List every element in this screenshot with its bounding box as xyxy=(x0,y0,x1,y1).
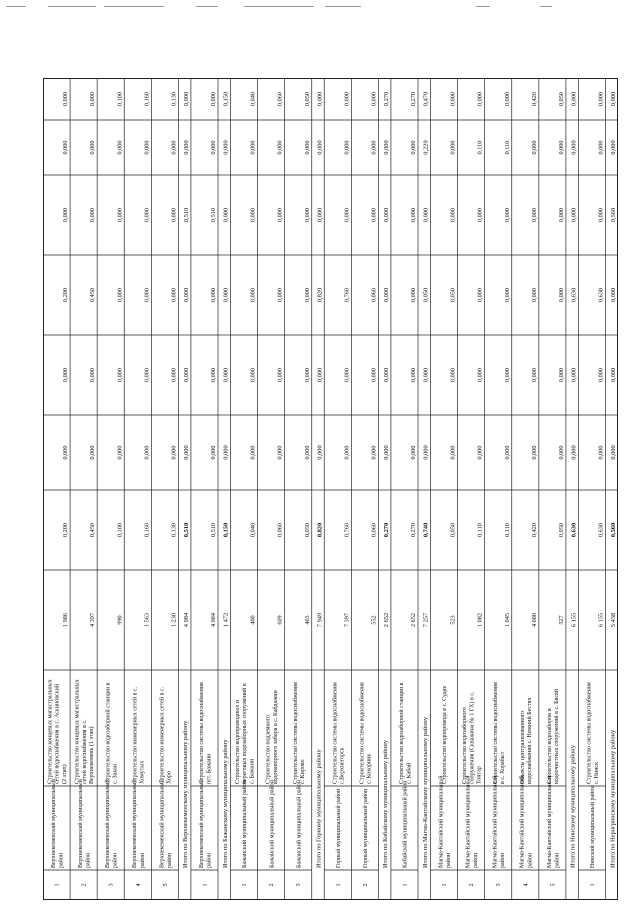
subtotal-label: Итого по Бажанскому муниципальному району xyxy=(221,739,229,868)
object-name: водонапорного забора в с. Кабдажин xyxy=(272,690,279,784)
row-number: 1 xyxy=(588,883,596,887)
cost-value: 0,000 xyxy=(249,368,257,382)
cost-value: 0,000 xyxy=(343,208,351,222)
cost-value: 0,000 xyxy=(276,288,284,302)
object-name: Строительство водопровода в с. Судак xyxy=(442,685,449,784)
object-name: с. Кирово xyxy=(300,759,307,784)
cost-value: 0,160 xyxy=(143,523,151,537)
cost-value: 0,510 xyxy=(182,207,190,223)
cost-value: 0,100 xyxy=(116,523,124,537)
rotated-data-table xyxy=(43,78,618,900)
cost-value: 0,000 xyxy=(276,140,284,155)
cost-value: 0,000 xyxy=(303,140,311,155)
object-name: (2 этап) xyxy=(61,764,68,784)
cost-value: 0,000 xyxy=(530,368,538,382)
object-name: Верхнекемень (1 этап) xyxy=(89,726,96,784)
capacity-value: 4 984 xyxy=(182,612,190,628)
cost-value: 0,270 xyxy=(382,91,390,107)
cost-value: 0,000 xyxy=(222,367,230,383)
cost-value: 0,050 xyxy=(557,92,565,106)
cost-value: 0,470 xyxy=(422,91,430,107)
cost-value: 0,000 xyxy=(276,208,284,222)
cost-value: 0,000 xyxy=(249,140,257,155)
cost-value: 0,000 xyxy=(449,368,457,382)
object-name: сетей водоснабжения в с. xyxy=(81,719,88,784)
object-name: сетей водоснабжения в с. Аскиновский xyxy=(54,683,61,784)
cost-value: 0,000 xyxy=(210,445,217,460)
cost-value: 0,000 xyxy=(449,445,457,460)
row-number: 1 xyxy=(241,883,249,887)
cost-value: 0,270 xyxy=(382,522,390,538)
cost-value: 0,000 xyxy=(303,208,311,222)
cost-value: 0,200 xyxy=(62,523,70,537)
cost-value: 0,000 xyxy=(343,92,351,106)
cost-value: 0,000 xyxy=(143,288,151,302)
district-name: Горный муниципальный район xyxy=(335,788,342,868)
cost-value: 0,820 xyxy=(316,522,324,538)
cost-value: 0,000 xyxy=(449,208,457,222)
cost-value: 0,510 xyxy=(210,523,217,537)
cost-value: 0,420 xyxy=(530,523,538,537)
district-name: район xyxy=(58,852,65,868)
cost-value: 0,510 xyxy=(210,208,217,222)
object-name: Строительство водозаборов и xyxy=(546,708,553,784)
capacity-value: 1 045 xyxy=(503,613,511,627)
capacity-value: 1 230 xyxy=(170,613,178,627)
cost-value: 0,000 xyxy=(370,208,378,222)
cost-value: 0,050 xyxy=(449,523,457,537)
row-number: 3 xyxy=(295,883,303,887)
object-name: Строительство системы водоснабжения xyxy=(332,682,339,784)
cost-value: 0,000 xyxy=(422,367,430,383)
cost-value: 0,000 xyxy=(382,140,390,155)
district-name: Бажанский муниципальный район xyxy=(269,780,276,868)
cost-value: 0,000 xyxy=(382,287,390,303)
cost-value: 0,000 xyxy=(410,368,417,382)
row-number: 4 xyxy=(134,883,142,887)
district-name: Верхнекеменский муниципальный xyxy=(159,779,166,868)
cost-value: 0,000 xyxy=(316,207,324,223)
cost-value: 0,000 xyxy=(182,287,190,303)
district-name: Магма-Кантайский муниципальный xyxy=(519,775,526,868)
cost-value: 0,000 xyxy=(249,445,257,460)
cost-value: 0,000 xyxy=(410,445,417,460)
cost-value: 0,000 xyxy=(116,208,124,222)
cost-value: 0,000 xyxy=(316,367,324,383)
cost-value: 0,110 xyxy=(503,523,511,537)
cost-value: 0,000 xyxy=(116,368,124,382)
cost-value: 0,420 xyxy=(530,92,538,106)
cost-value: 0,000 xyxy=(410,208,417,222)
cost-value: 0,050 xyxy=(303,523,311,537)
table-grid xyxy=(43,78,618,900)
cost-value: 0,000 xyxy=(210,92,217,106)
district-name: район xyxy=(500,852,507,868)
row-number: 2 xyxy=(268,883,276,887)
row-number: 1 xyxy=(401,883,409,887)
district-name: район xyxy=(166,852,173,868)
cost-value: 0,000 xyxy=(210,368,217,382)
cost-value: 0,000 xyxy=(143,208,151,222)
cost-value: 0,100 xyxy=(116,92,124,106)
cost-value: 0,000 xyxy=(316,91,324,107)
capacity-value: 552 xyxy=(370,615,378,625)
object-name: Хомутых xyxy=(139,760,146,784)
row-number: 2 xyxy=(468,883,476,887)
cost-value: 0,000 xyxy=(597,92,605,106)
cost-value: 0,000 xyxy=(476,208,484,222)
cost-value: 0,630 xyxy=(570,287,578,303)
cost-value: 0,760 xyxy=(343,523,351,537)
capacity-value: 7 257 xyxy=(422,612,430,628)
object-name: Строительство инженерных сетей в с. xyxy=(132,686,139,784)
cost-value: 0,000 xyxy=(382,367,390,383)
cost-value: 0,000 xyxy=(557,208,565,222)
cost-value: 0,000 xyxy=(557,445,565,460)
capacity-value: 523 xyxy=(449,615,457,625)
object-name: Строительство системы водоснабжения xyxy=(586,682,593,784)
object-name: Строительство системы водоснабжения xyxy=(359,682,366,784)
cost-value: 0,000 xyxy=(370,92,378,106)
cost-value: 0,110 xyxy=(503,140,511,155)
district-name: район xyxy=(112,852,119,868)
cost-value: 0,000 xyxy=(597,445,605,460)
cost-value: 0,000 xyxy=(276,445,284,460)
cost-value: 0,000 xyxy=(276,368,284,382)
district-name: район xyxy=(473,852,480,868)
cost-value: 0,560 xyxy=(610,207,617,223)
cost-value: 0,060 xyxy=(276,523,284,537)
cost-value: 0,000 xyxy=(503,92,511,106)
cost-value: 0,000 xyxy=(316,445,324,460)
district-name: район xyxy=(446,852,453,868)
row-number: 5 xyxy=(161,883,169,887)
cost-value: 0,000 xyxy=(182,91,190,107)
cost-value: 0,000 xyxy=(89,445,97,460)
cost-value: 0,000 xyxy=(503,368,511,382)
cost-value: 0,000 xyxy=(422,207,430,223)
cost-value: 0,000 xyxy=(570,140,578,155)
cost-value: 0,000 xyxy=(597,368,605,382)
cost-value: 0,000 xyxy=(222,140,230,155)
cost-value: 0,000 xyxy=(476,92,484,106)
cost-value: 0,000 xyxy=(62,92,70,106)
row-number: 3 xyxy=(107,883,115,887)
cost-value: 0,000 xyxy=(530,140,538,155)
district-name: Магма-Кантайский муниципальный xyxy=(492,775,499,868)
cost-value: 0,000 xyxy=(422,445,430,460)
cost-value: 0,000 xyxy=(210,288,217,302)
district-name: район xyxy=(85,852,92,868)
cost-value: 0,000 xyxy=(143,445,151,460)
cost-value: 0,270 xyxy=(410,92,417,106)
cost-value: 0,000 xyxy=(570,91,578,107)
capacity-value: 4 984 xyxy=(210,613,217,627)
cost-value: 0,000 xyxy=(316,140,324,155)
district-name: Нинский муниципальный район xyxy=(590,785,597,868)
cost-value: 0,000 xyxy=(410,288,417,302)
subtotal-label: Итого по Магма-Кантайскому муниципальному району xyxy=(421,716,429,868)
cost-value: 0,000 xyxy=(143,368,151,382)
cost-value: 0,740 xyxy=(422,522,430,538)
object-name: Строительство водозаборной станции в xyxy=(105,682,112,784)
cost-value: 0,000 xyxy=(222,445,230,460)
cost-value: 0,000 xyxy=(182,140,190,155)
cost-value: 0,000 xyxy=(370,368,378,382)
cost-value: 0,000 xyxy=(503,288,511,302)
cost-value: 0,000 xyxy=(249,208,257,222)
cost-value: 0,000 xyxy=(570,207,578,223)
cost-value: 0,000 xyxy=(62,140,70,155)
district-name: Верхнекеменский муниципальный xyxy=(132,779,139,868)
cost-value: 0,000 xyxy=(182,367,190,383)
cost-value: 0,110 xyxy=(476,523,484,537)
row-number: 4 xyxy=(522,883,530,887)
district-name: Верхнекеменский муниципальный xyxy=(198,779,205,868)
object-name: Строительство системы водоснабжения xyxy=(199,682,206,784)
capacity-value: 6 155 xyxy=(570,612,578,628)
cost-value: 0,000 xyxy=(503,208,511,222)
cost-value: 0,000 xyxy=(62,208,70,222)
object-name: с. Закан xyxy=(112,763,119,784)
row-number: 2 xyxy=(80,883,88,887)
object-name: с. Нинск xyxy=(593,762,600,784)
row-number: 1 xyxy=(53,883,61,887)
cost-value: 0,050 xyxy=(449,288,457,302)
object-name: сооружения (Скважина № 1 ГХ) в с. xyxy=(469,691,476,784)
capacity-value: 4 397 xyxy=(89,613,97,627)
row-number: 1 xyxy=(201,883,209,887)
cost-value: 0,000 xyxy=(597,140,605,155)
district-name: Магма-Кантайский муниципальный xyxy=(438,775,445,868)
cost-value: 0,000 xyxy=(597,208,605,222)
cost-value: 0,220 xyxy=(422,140,430,155)
cost-value: 0,510 xyxy=(182,522,190,538)
cost-value: 0,000 xyxy=(530,208,538,222)
object-name: Строительство водопроводных и xyxy=(235,700,242,784)
object-name: Объекты централизованного xyxy=(519,710,526,784)
object-name: Строительство концевых магистральных xyxy=(47,679,54,784)
object-name: с.Верхнегорск xyxy=(339,747,346,784)
object-name: с. Кокорник xyxy=(366,753,373,784)
object-name: в с. Хорабыт xyxy=(500,751,507,784)
cost-value: 0,000 xyxy=(557,140,565,155)
cost-value: 0,000 xyxy=(303,288,311,302)
object-name: водоочистных сооружений в с. Бясяй xyxy=(554,689,561,784)
subtotal-label: Итого по Верхнекеменскому муниципальному району xyxy=(182,720,190,868)
row-number: 3 xyxy=(495,883,503,887)
capacity-value: 2 652 xyxy=(410,613,417,627)
district-name: Кабайский муниципальный район xyxy=(402,780,409,868)
cost-value: 0,000 xyxy=(170,368,178,382)
cost-value: 0,000 xyxy=(170,445,178,460)
capacity-value: 2 652 xyxy=(382,612,390,628)
object-name: береговых водозаборных сооружений в xyxy=(242,683,249,784)
cost-value: 0,000 xyxy=(143,140,151,155)
cost-value: 0,000 xyxy=(570,445,578,460)
cost-value: 0,050 xyxy=(422,287,430,303)
cost-value: 0,000 xyxy=(610,367,617,383)
cost-value: 0,000 xyxy=(410,140,417,155)
cost-value: 0,000 xyxy=(503,445,511,460)
cost-value: 0,060 xyxy=(370,523,378,537)
row-number: 1 xyxy=(334,883,342,887)
cost-value: 0,150 xyxy=(222,91,230,107)
scan-header-marks xyxy=(0,0,640,22)
district-name: район xyxy=(139,852,146,868)
capacity-value: 1 563 xyxy=(143,613,151,627)
capacity-value: 7 949 xyxy=(316,612,324,628)
cost-value: 0,000 xyxy=(89,92,97,106)
object-name: Тонтар xyxy=(476,766,483,784)
cost-value: 0,630 xyxy=(597,523,605,537)
capacity-value: 527 xyxy=(557,615,565,625)
object-name: с. Кабай xyxy=(406,762,413,784)
cost-value: 0,000 xyxy=(476,368,484,382)
district-name: район xyxy=(206,852,213,868)
cost-value: 0,000 xyxy=(62,368,70,382)
cost-value: 0,000 xyxy=(610,140,617,155)
cost-value: 0,050 xyxy=(557,523,565,537)
object-name: Строительство инженерных сетей в с. xyxy=(159,686,166,784)
capacity-value: 990 xyxy=(116,615,124,625)
cost-value: 0,000 xyxy=(89,140,97,155)
cost-value: 0,000 xyxy=(610,445,617,460)
cost-value: 0,820 xyxy=(316,287,324,303)
cost-value: 0,000 xyxy=(343,140,351,155)
cost-value: 0,630 xyxy=(570,522,578,538)
district-name: Магма-Кантайский муниципальный xyxy=(546,775,553,868)
district-name: район xyxy=(554,852,561,868)
cost-value: 0,110 xyxy=(476,140,484,155)
district-name: Бажанский муниципальный район xyxy=(296,780,303,868)
object-name: Строительство водозаборного xyxy=(462,707,469,784)
object-name: Строительство системы водоснабжения xyxy=(492,682,499,784)
cost-value: 0,000 xyxy=(449,140,457,155)
cost-value: 0,000 xyxy=(170,288,178,302)
cost-value: 0,000 xyxy=(116,140,124,155)
capacity-value: 1 472 xyxy=(222,612,230,628)
cost-value: 0,000 xyxy=(557,288,565,302)
subtotal-label: Итого по Нинскому муниципальному району xyxy=(569,745,577,868)
cost-value: 0,000 xyxy=(343,445,351,460)
cost-value: 0,000 xyxy=(382,445,390,460)
cost-value: 0,040 xyxy=(249,92,257,106)
object-name: Строительство системы водоснабжения xyxy=(292,682,299,784)
cost-value: 0,630 xyxy=(597,288,605,302)
cost-value: 0,000 xyxy=(370,445,378,460)
district-name: Магма-Кантайский муниципальный xyxy=(465,775,472,868)
capacity-value: 7 397 xyxy=(343,613,351,627)
capacity-value: 400 xyxy=(249,615,257,625)
cost-value: 0,760 xyxy=(343,288,351,302)
cost-value: 0,560 xyxy=(610,522,617,538)
cost-value: 0,150 xyxy=(222,522,230,538)
cost-value: 0,000 xyxy=(382,207,390,223)
cost-value: 0,160 xyxy=(143,92,151,106)
district-name: район xyxy=(527,852,534,868)
cost-value: 0,450 xyxy=(89,288,97,302)
cost-value: 0,050 xyxy=(303,92,311,106)
capacity-value: 609 xyxy=(276,615,284,625)
object-name: Хоро xyxy=(166,771,173,784)
cost-value: 0,000 xyxy=(303,368,311,382)
capacity-value: 1 986 xyxy=(62,613,70,627)
object-name: с. Бажани xyxy=(249,758,256,784)
district-name: Горный муниципальный район xyxy=(363,788,370,868)
cost-value: 0,000 xyxy=(89,368,97,382)
cost-value: 0,000 xyxy=(476,288,484,302)
cost-value: 0,000 xyxy=(370,140,378,155)
cost-value: 0,000 xyxy=(249,288,257,302)
cost-value: 0,000 xyxy=(476,445,484,460)
cost-value: 0,000 xyxy=(530,288,538,302)
cost-value: 0,130 xyxy=(170,92,178,106)
object-name: Строительство концевых магистральных xyxy=(74,679,81,784)
row-number: 1 xyxy=(441,883,449,887)
cost-value: 0,270 xyxy=(410,523,417,537)
capacity-value: 1 082 xyxy=(476,613,484,627)
district-name: Бажанский муниципальный район xyxy=(242,780,249,868)
row-number: 5 xyxy=(549,883,557,887)
cost-value: 0,000 xyxy=(557,368,565,382)
cost-value: 0,000 xyxy=(222,287,230,303)
cost-value: 0,000 xyxy=(610,91,617,107)
cost-value: 0,000 xyxy=(89,208,97,222)
cost-value: 0,000 xyxy=(170,140,178,155)
cost-value: 0,000 xyxy=(210,140,217,155)
cost-value: 0,200 xyxy=(62,288,70,302)
capacity-value: 4 080 xyxy=(530,613,538,627)
cost-value: 0,060 xyxy=(276,92,284,106)
cost-value: 0,000 xyxy=(449,92,457,106)
cost-value: 0,060 xyxy=(370,288,378,302)
district-name: Верхнекеменский муниципальный xyxy=(78,779,85,868)
cost-value: 0,000 xyxy=(116,288,124,302)
cost-value: 0,000 xyxy=(62,445,70,460)
cost-value: 0,000 xyxy=(182,445,190,460)
cost-value: 0,450 xyxy=(89,523,97,537)
row-number: 2 xyxy=(361,883,369,887)
cost-value: 0,000 xyxy=(570,367,578,383)
cost-value: 0,000 xyxy=(303,445,311,460)
capacity-value: 5 438 xyxy=(610,612,617,628)
district-name: Верхнекеменский муниципальный xyxy=(50,779,57,868)
cost-value: 0,000 xyxy=(530,445,538,460)
cost-value: 0,040 xyxy=(249,523,257,537)
object-name: пгт. Бажани xyxy=(206,753,213,784)
cost-value: 0,000 xyxy=(610,287,617,303)
capacity-value: 463 xyxy=(303,615,311,625)
subtotal-label: Итого по Кабайскому муниципальному району xyxy=(382,740,390,868)
cost-value: 0,000 xyxy=(170,208,178,222)
object-name: водоснабжения с. Нижний Бестях xyxy=(527,697,534,784)
cost-value: 0,000 xyxy=(343,368,351,382)
cost-value: 0,000 xyxy=(222,207,230,223)
cost-value: 0,000 xyxy=(116,445,124,460)
capacity-value: 6 155 xyxy=(597,613,605,627)
object-name: Строительство подземного xyxy=(265,715,272,784)
cost-value: 0,130 xyxy=(170,523,178,537)
district-name: Верхнекеменский муниципальный xyxy=(105,779,112,868)
object-name: Строительство водозаборной станции в xyxy=(399,682,406,784)
subtotal-label: Итого по Нернгринскому муниципальному району xyxy=(609,729,617,868)
subtotal-label: Итого по Горному муниципальному району xyxy=(315,749,323,868)
